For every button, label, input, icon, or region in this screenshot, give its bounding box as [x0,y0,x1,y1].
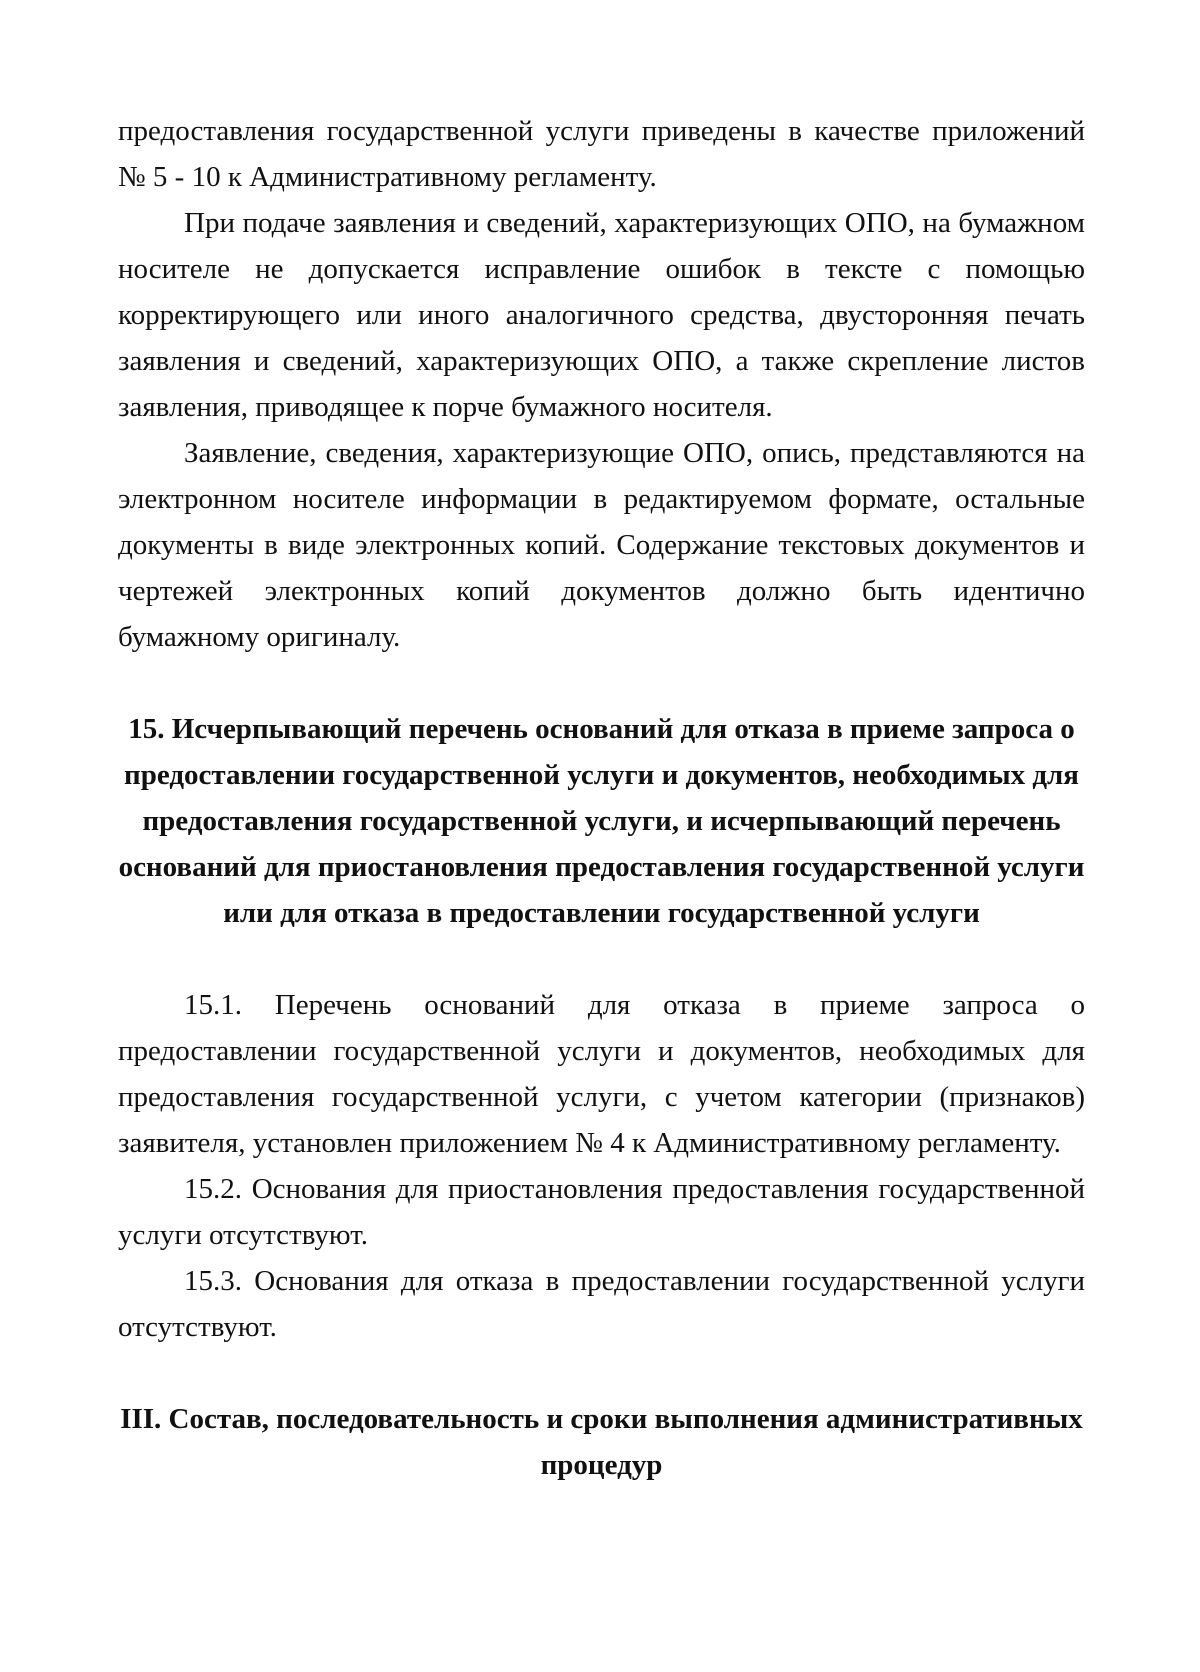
section-15-heading: 15. Исчерпывающий перечень оснований для отказа в приеме запроса о предоставлении государственной услуги и документов, необходимых для предоставления государственной услуги, и исчерпывающий перечень оснований для приостановления предоставления государственной услуги или для отказа в предоставлении государственной услуги [118,713,1085,929]
clause-15-1: 15.1. Перечень оснований для отказа в приеме запроса о предоставлении государственной услуги и документов, необходимых для предоставления государственной услуги, с учетом категории (признаков) заявителя, установлен приложением № 4 к Административному регламенту. [118,989,1085,1159]
paragraph-continuation: предоставления государственной услуги приведены в качестве приложений № 5 - 10 к Административному регламенту. [118,115,1085,193]
paragraph-electronic-submission: Заявление, сведения, характеризующие ОПО, опись, представляются на электронном носителе информации в редактируемом формате, остальные документы в виде электронных копий. Содержание текстовых документов и чертежей электронных копий документов должно быть идентично бумажному оригиналу. [118,437,1085,653]
clause-15-3: 15.3. Основания для отказа в предоставлении государственной услуги отсутствуют. [118,1265,1085,1343]
paragraph-paper-submission: При подаче заявления и сведений, характеризующих ОПО, на бумажном носителе не допускается исправление ошибок в тексте с помощью корректирующего или иного аналогичного средства, двусторонняя печать заявления и сведений, характеризующих ОПО, а также скрепление листов заявления, приводящее к порче бумажного носителя. [118,207,1085,423]
document-page [118,108,1085,1488]
section-3-heading: III. Состав, последовательность и сроки выполнения административных процедур [120,1403,1083,1481]
clause-15-2: 15.2. Основания для приостановления предоставления государственной услуги отсутствуют. [118,1173,1085,1251]
